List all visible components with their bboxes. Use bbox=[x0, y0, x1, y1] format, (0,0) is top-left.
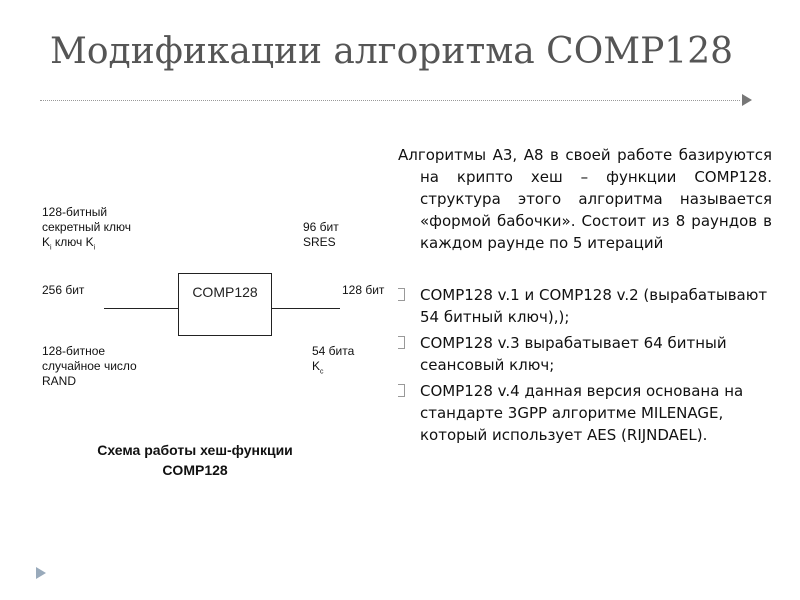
bracket-bullet-icon bbox=[398, 336, 405, 349]
bullet-item: COMP128 v.4 данная версия основана на стандарте 3GPP алгоритме MILENAGE, который использует AES (RIJNDAEL). bbox=[398, 380, 772, 446]
bullet-list bbox=[398, 284, 772, 446]
bullet-item: COMP128 v.3 вырабатывает 64 битный сеансовый ключ; bbox=[398, 332, 772, 376]
rand-label: 128-битное случайное число RAND bbox=[42, 344, 137, 388]
output-bits-label: 128 бит bbox=[342, 283, 385, 297]
kc-label: 54 бита $K_c$ bbox=[312, 344, 355, 376]
slide-body bbox=[398, 144, 772, 450]
input-bits-label: 256 бит bbox=[42, 283, 85, 297]
bracket-bullet-icon bbox=[398, 288, 405, 301]
comp128-box bbox=[178, 273, 272, 336]
bracket-bullet-icon bbox=[398, 384, 405, 397]
input-line bbox=[104, 308, 178, 309]
intro-paragraph: Алгоритмы А3, А8 в своей работе базируются на крипто хеш – функции COMP128. структура этого алгоритма называется «формой бабочки». Состоит из 8 раундов в каждом раунде по 5 итераций bbox=[398, 146, 772, 252]
slide-title: Модификации алгоритма COMP128 bbox=[50, 31, 733, 72]
sres-label: 96 бит SRES bbox=[303, 220, 339, 249]
output-line bbox=[272, 308, 340, 309]
bullet-item: COMP128 v.1 и COMP128 v.2 (вырабатывают 54 битный ключ),); bbox=[398, 284, 772, 328]
comp128-box-label: COMP128 bbox=[192, 284, 258, 300]
diagram-caption: Схема работы хеш-функции COMP128 bbox=[97, 442, 293, 478]
key-label: 128-битный секретный ключ $K_i$ ключ $K_i$ bbox=[42, 205, 132, 252]
triangle-arrow-icon[interactable] bbox=[36, 567, 46, 579]
